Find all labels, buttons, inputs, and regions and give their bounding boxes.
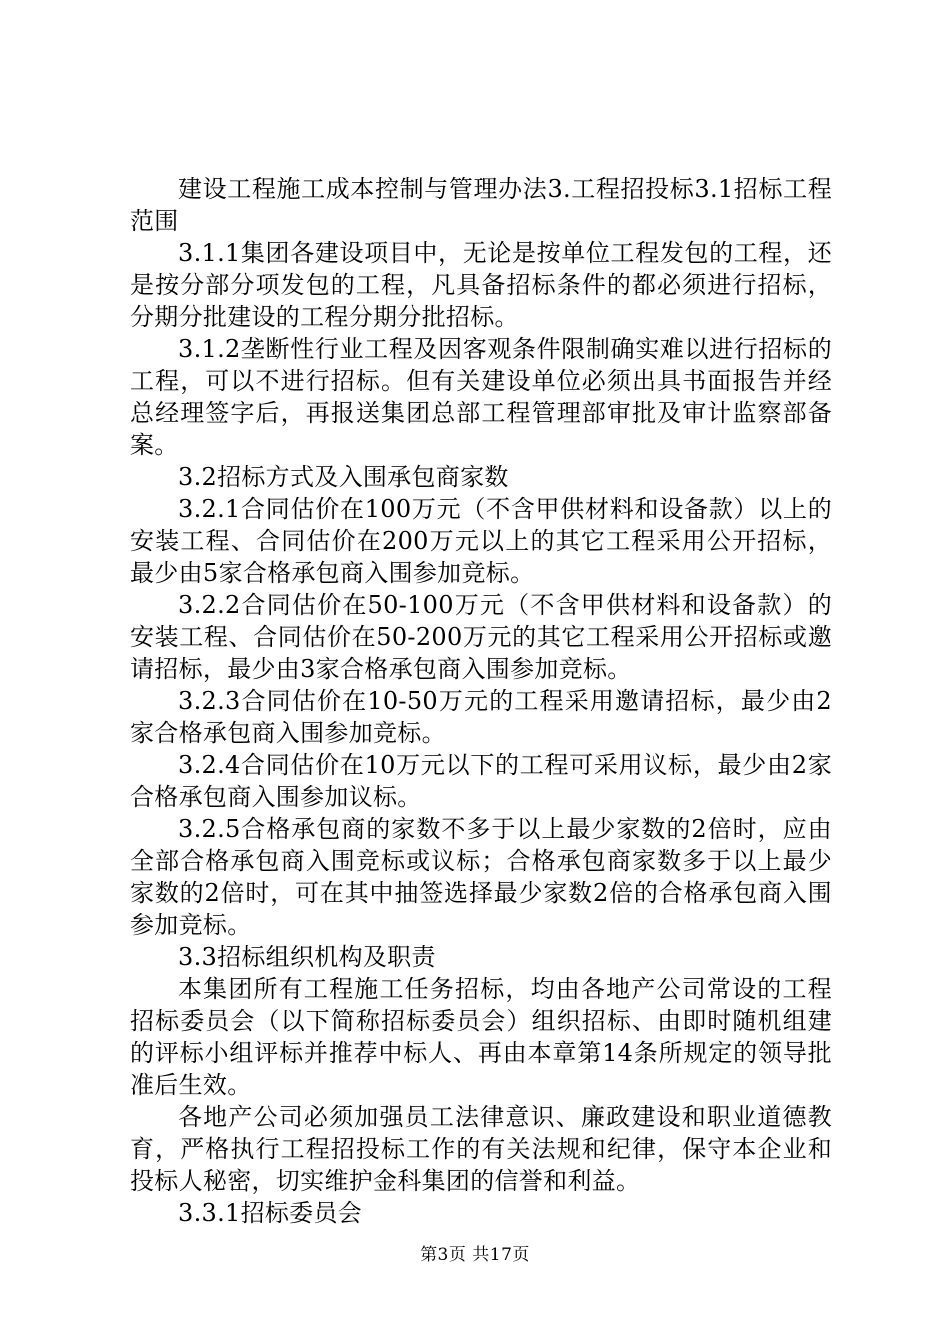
paragraph-discipline: 各地产公司必须加强员工法律意识、廉政建设和职业道德教育，严格执行工程招投标工作的有关法规和纪律，保守本企业和投标人秘密，切实维护金科集团的信誉和利益。 (130, 1103, 832, 1195)
heading-3-3-1: 3.3.1招标委员会 (178, 1199, 363, 1227)
paragraph-3-2-3: 3.2.3合同估价在10-50万元的工程采用邀请招标，最少由2家合格承包商入围参加竞标。 (130, 687, 832, 747)
paragraph-3-2-2: 3.2.2合同估价在50-100万元（不含甲供材料和设备款）的安装工程、合同估价在50-200万元的其它工程采用公开招标或邀请招标，最少由3家合格承包商入围参加竞标。 (130, 591, 832, 683)
heading-3-2: 3.2招标方式及入围承包商家数 (178, 463, 509, 491)
document-body (130, 173, 832, 1229)
paragraph-3-1-1: 3.1.1集团各建设项目中，无论是按单位工程发包的工程，还是按分部分项发包的工程，凡具备招标条件的都必须进行招标，分期分批建设的工程分期分批招标。 (130, 239, 832, 331)
paragraph-3-2-1: 3.2.1合同估价在100万元（不含甲供材料和设备款）以上的安装工程、合同估价在200万元以上的其它工程采用公开招标，最少由5家合格承包商入围参加竞标。 (130, 495, 832, 587)
heading-3-3: 3.3招标组织机构及职责 (178, 943, 436, 971)
paragraph-3-2-4: 3.2.4合同估价在10万元以下的工程可采用议标，最少由2家合格承包商入围参加议标。 (130, 751, 832, 811)
paragraph-3-2-5: 3.2.5合格承包商的家数不多于以上最少家数的2倍时，应由全部合格承包商入围竞标或议标；合格承包商家数多于以上最少家数的2倍时，可在其中抽签选择最少家数2倍的合格承包商入围参加竞标。 (130, 815, 832, 939)
paragraph-organization: 本集团所有工程施工任务招标，均由各地产公司常设的工程招标委员会（以下简称招标委员会）组织招标、由即时随机组建的评标小组评标并推荐中标人、再由本章第14条所规定的领导批准后生效。 (130, 975, 832, 1099)
paragraph-3-1-2: 3.1.2垄断性行业工程及因客观条件限制确实难以进行招标的工程，可以不进行招标。但有关建设单位必须出具书面报告并经总经理签字后，再报送集团总部工程管理部审批及审计监察部备案。 (130, 335, 832, 459)
paragraph-title: 建设工程施工成本控制与管理办法3.工程招投标3.1招标工程范围 (130, 175, 832, 235)
page-number-footer: 第3页 共17页 (420, 1245, 530, 1265)
